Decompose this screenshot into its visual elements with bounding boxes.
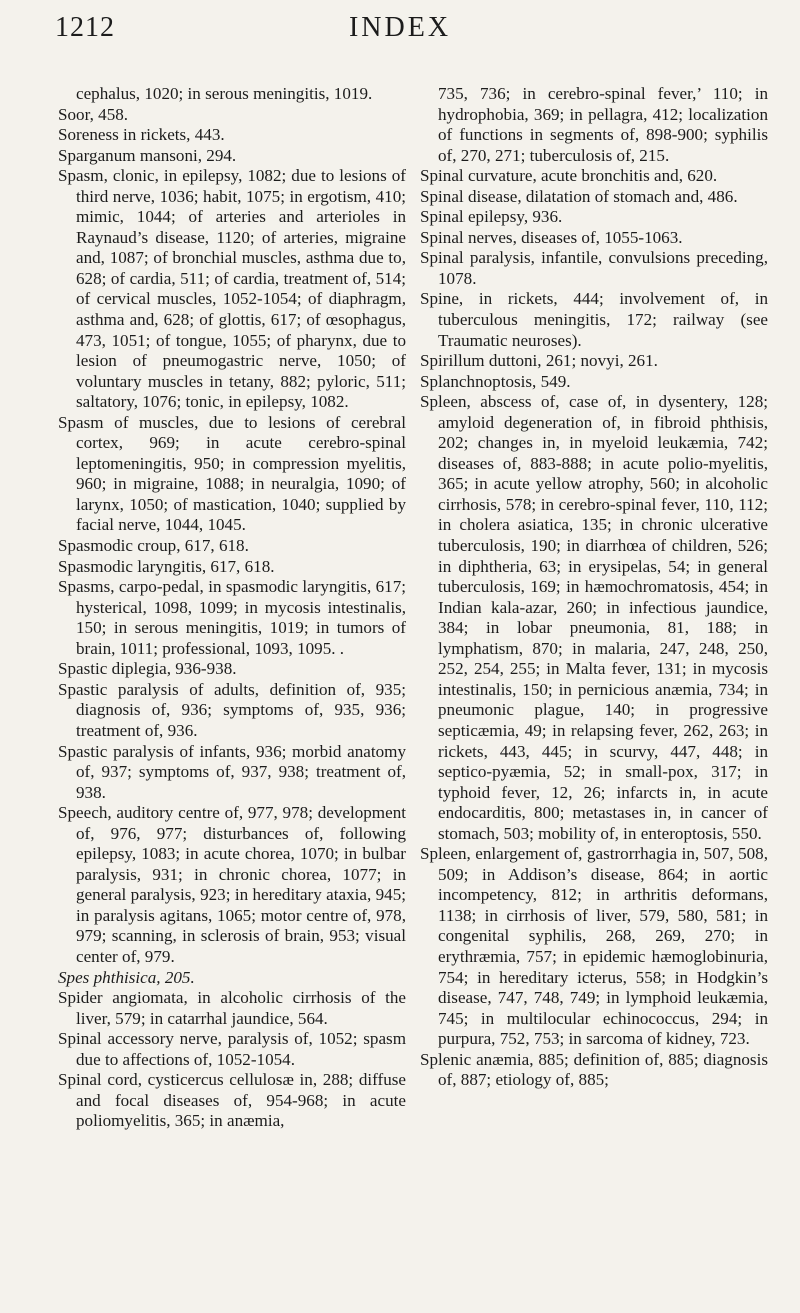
index-entry: Spinal cord, cysticercus cellulosæ in, 288; diffuse and focal diseases of, 954-968; in acute poliomyelitis, 365; in anæmia, [58, 1070, 406, 1131]
index-entry: Spastic diplegia, 936-938. [58, 659, 237, 679]
running-head: INDEX [348, 12, 452, 43]
index-entry: Spider angiomata, in alcoholic cirrhosis of the liver, 579; in catarrhal jaundice, 564. [58, 988, 406, 1028]
index-entry: Spinal paralysis, infantile, convulsions preceding, 1078. [420, 248, 768, 288]
index-entry: Splenic anæmia, 885; definition of, 885; diagnosis of, 887; etiology of, 885; [420, 1049, 768, 1090]
index-entry: Spinal disease, dilatation of stomach and, 486. [420, 186, 738, 206]
index-entry: Spleen, abscess of, case of, in dysentery, 128; amyloid degeneration of, in fibroid phthisis, 202; changes in, in myeloid leukæmia, 742; diseases of, 883-888; in acute polio-myelitis, 365; in acute yellow atrophy, 560; in alcoholic cirrhosis, 578; in cerebro-spinal fever, 110, 112; in cholera asiatica, 135; in chronic ulcerative tuberculosis, 190; in diarrhœa of children, 526; in diphtheria, 63; in erysipelas, 54; in general tuberculosis, 169; in hæmochromatosis, 454; in Indian kala-azar, 260; in infectious jaundice, 384; in lobar pneumonia, 81, 188; in lymphatism, 870; in malaria, 247, 248, 250, 252, 254, 255; in Malta fever, 131; in mycosis intestinalis, 150; in pernicious anæmia, 734; in pneumonic plague, 140; in progressive septicæmia, 49; in relapsing fever, 262, 263; in rickets, 443, 445; in scurvy, 447, 448; in septico-pyæmia, 52; in small-pox, 317; in typhoid fever, 12, 26; infarcts in, in acute endocarditis, 800; metastases in, in cancer of stomach, 503; mobility of, in enteroptosis, 550. [420, 392, 768, 843]
index-entry: Spasmodic laryngitis, 617, 618. [58, 556, 275, 576]
index-entry: Spine, in rickets, 444; involvement of, in tuberculous meningitis, 172; railway (see Traumatic neuroses). [420, 289, 768, 350]
index-entry: Spastic paralysis of adults, definition of, 935; diagnosis of, 936; symptoms of, 935, 936; treatment of, 936. [58, 679, 406, 740]
index-entry: Spastic paralysis of infants, 936; morbid anatomy of, 937; symptoms of, 937, 938; treatment of, 938. [58, 741, 406, 802]
index-column-right [420, 84, 768, 1091]
index-entry: Spes phthisica, 205. [58, 967, 195, 987]
index-entry: Soor, 458. [58, 104, 129, 124]
index-entry: Soreness in rickets, 443. [58, 125, 225, 145]
index-entry: Spinal epilepsy, 936. [420, 207, 563, 227]
index-entry: Spinal accessory nerve, paralysis of, 1052; spasm due to affections of, 1052-1054. [58, 1029, 406, 1069]
index-entry: Spinal curvature, acute bronchitis and, 620. [420, 166, 718, 186]
index-entry: Sparganum mansoni, 294. [58, 145, 237, 165]
index-entry: Spinal nerves, diseases of, 1055-1063. [420, 227, 683, 247]
index-entry: Splanchnoptosis, 549. [420, 371, 571, 391]
index-entry: Spasmodic croup, 617, 618. [58, 536, 249, 556]
index-column-left [58, 84, 406, 1132]
index-entry: 735, 736; in cerebro-spinal fever,’ 110; in hydrophobia, 369; in pellagra, 412; localization of functions in segments of, 898-900; syphilis of, 270, 271; tuberculosis of, 215. [438, 84, 768, 165]
index-entry: cephalus, 1020; in serous meningitis, 1019. [76, 84, 373, 103]
index-entry: Speech, auditory centre of, 977, 978; development of, 976, 977; disturbances of, following epilepsy, 1083; in acute chorea, 1070; in bulbar paralysis, 931; in chronic chorea, 1077; in general paralysis, 923; in hereditary ataxia, 945; in paralysis agitans, 1065; motor centre of, 978, 979; scanning, in sclerosis of brain, 953; visual center of, 979. [58, 803, 406, 966]
index-entry: Spirillum duttoni, 261; novyi, 261. [420, 351, 658, 371]
page-number: 1212 [55, 12, 115, 43]
index-entry: Spasm, clonic, in epilepsy, 1082; due to lesions of third nerve, 1036; habit, 1075; in ergotism, 410; mimic, 1044; of arteries and arterioles in Raynaud’s disease, 1120; of arteries, migraine and, 1087; of bronchial muscles, asthma due to, 628; of cardia, 511; of cardia, treatment of, 514; of cervical muscles, 1052-1054; of diaphragm, asthma and, 628; of glottis, 617; of œsophagus, 473, 1051; of tongue, 1055; of pharynx, due to lesion of pneumogastric nerve, 1050; of voluntary muscles in tetany, 882; pyloric, 511; saltatory, 1076; tonic, in epilepsy, 1082. [58, 166, 406, 412]
page-header [0, 6, 800, 50]
index-entry: Spasms, carpo-pedal, in spasmodic laryngitis, 617; hysterical, 1098, 1099; in mycosis intestinalis, 150; in serous meningitis, 1019; in tumors of brain, 1011; professional, 1093, 1095. . [58, 577, 406, 658]
index-entry: Spasm of muscles, due to lesions of cerebral cortex, 969; in acute cerebro-spinal leptomeningitis, 950; in compression myelitis, 960; in migraine, 1088; in neuralgia, 1090; of larynx, 1050; of mastication, 1040; supplied by facial nerve, 1044, 1045. [58, 412, 406, 535]
index-entry: Spleen, enlargement of, gastrorrhagia in, 507, 508, 509; in Addison’s disease, 864; in aortic incompetency, 812; in arthritis deformans, 1138; in cirrhosis of liver, 579, 580, 581; in congenital syphilis, 268, 269, 270; in erythræmia, 757; in epidemic hæmoglobinuria, 754; in hereditary icterus, 558; in Hodgkin’s disease, 747, 748, 749; in lymphoid leukæmia, 745; in multilocular echinococcus, 294; in purpura, 752, 753; in sarcoma of kidney, 723. [420, 844, 768, 1049]
